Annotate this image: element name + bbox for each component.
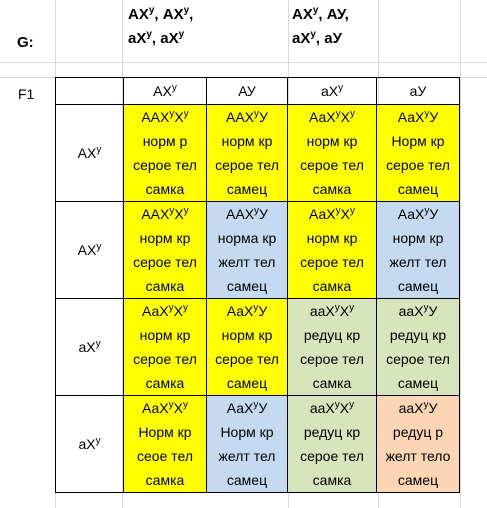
phenotype-text: самка xyxy=(312,472,352,488)
phenotype-text: серое тел xyxy=(386,351,450,367)
offspring-cell[interactable] xyxy=(377,202,460,299)
offspring-cell[interactable] xyxy=(124,396,207,493)
table-row xyxy=(56,105,460,202)
offspring-cell[interactable] xyxy=(207,105,288,202)
phenotype-text: норм кр xyxy=(139,230,191,246)
phenotype-text: норм кр xyxy=(392,230,444,246)
phenotype-text: самец xyxy=(397,278,439,294)
phenotype-text: серое тел xyxy=(300,254,364,270)
col-header-1[interactable]: $АХ^у$ xyxy=(124,78,207,105)
f1-label: F1 xyxy=(18,86,35,102)
phenotype-text: желт тел xyxy=(389,254,447,270)
phenotype-text: самка xyxy=(145,375,185,391)
table-row xyxy=(56,202,460,299)
row-header-1[interactable]: $АХ^у$ xyxy=(56,105,124,202)
genotype-text: $ААХ^уХ^у$ xyxy=(141,205,189,222)
header-row xyxy=(56,78,460,105)
genotype-text: $ААХ^уУ$ xyxy=(226,205,268,222)
phenotype-text: норм кр xyxy=(221,133,273,149)
phenotype-text: редуц кр xyxy=(303,327,361,343)
female-gametes-line2: $аХ^у$, $аХ^у$ xyxy=(128,29,185,47)
phenotype-text: самец xyxy=(226,375,268,391)
genotype-text: $ААХ^уУ$ xyxy=(226,108,268,125)
offspring-cell[interactable] xyxy=(377,105,460,202)
offspring-cell[interactable] xyxy=(207,299,288,396)
col-header-2[interactable]: АУ xyxy=(207,78,288,105)
phenotype-text: серое тел xyxy=(300,157,364,173)
table-row xyxy=(56,299,460,396)
phenotype-text: самка xyxy=(145,472,185,488)
phenotype-text: самец xyxy=(397,375,439,391)
offspring-cell[interactable] xyxy=(288,202,377,299)
phenotype-text: самец xyxy=(397,181,439,197)
phenotype-text: серое тел xyxy=(300,351,364,367)
phenotype-text: самец xyxy=(397,472,439,488)
genotype-text: АаХ$^у$У xyxy=(397,108,439,125)
phenotype-text: серое тел xyxy=(133,254,197,270)
phenotype-text: серое тел xyxy=(386,157,450,173)
genotype-text: $ААХ^уХ^у$ xyxy=(141,108,189,125)
phenotype-text: желт тел xyxy=(218,448,276,464)
table-row xyxy=(56,396,460,493)
phenotype-text: норм р xyxy=(142,133,188,149)
phenotype-text: самка xyxy=(145,181,185,197)
phenotype-text: самец xyxy=(226,181,268,197)
phenotype-text: серое тел xyxy=(215,351,279,367)
phenotype-text: норм кр xyxy=(306,230,358,246)
phenotype-text: редуц кр xyxy=(389,327,447,343)
genotype-text: $ааХ^уХ^у$ xyxy=(309,399,355,416)
phenotype-text: Норм кр xyxy=(138,424,192,440)
offspring-cell[interactable] xyxy=(124,299,207,396)
corner-cell[interactable] xyxy=(56,78,124,105)
phenotype-text: самка xyxy=(312,278,352,294)
offspring-cell[interactable] xyxy=(124,105,207,202)
phenotype-text: норм кр xyxy=(221,327,273,343)
offspring-cell[interactable] xyxy=(288,396,377,493)
phenotype-text: самка xyxy=(312,181,352,197)
phenotype-text: серое тел xyxy=(215,157,279,173)
row-header-2[interactable]: $АХ^у$ xyxy=(56,202,124,299)
g-label: G: xyxy=(17,34,34,51)
phenotype-text: Норм кр xyxy=(220,424,274,440)
genotype-text: $АаХ^уХ^у$ xyxy=(142,399,188,416)
row-header-4[interactable]: $аХ^у$ xyxy=(56,396,124,493)
phenotype-text: сеое тел xyxy=(137,448,193,464)
phenotype-text: серое тел xyxy=(133,351,197,367)
phenotype-text: норма кр xyxy=(217,230,277,246)
genotype-text: АаХ$^у$У xyxy=(226,399,268,416)
phenotype-text: редуц кр xyxy=(303,424,361,440)
phenotype-text: самец xyxy=(226,278,268,294)
genotype-text: $АаХ^уХ^у$ xyxy=(309,108,355,125)
male-gametes-line1: $АХ^у$, АУ, xyxy=(292,5,349,23)
phenotype-text: серое тел xyxy=(300,448,364,464)
genotype-text: ааХ$^у$У xyxy=(398,302,438,319)
offspring-cell[interactable] xyxy=(377,396,460,493)
male-gametes-line2: $аХ^у$, аУ xyxy=(292,29,342,47)
phenotype-text: норм кр xyxy=(139,327,191,343)
phenotype-text: норм кр xyxy=(306,133,358,149)
phenotype-text: самка xyxy=(312,375,352,391)
offspring-cell[interactable] xyxy=(288,105,377,202)
male-gametes xyxy=(292,3,349,51)
genotype-text: АаХ$^у$У xyxy=(397,205,439,222)
genotype-text: $ааХ^уХ^у$ xyxy=(309,302,355,319)
col-header-4[interactable]: аУ xyxy=(377,78,460,105)
phenotype-text: самец xyxy=(226,472,268,488)
row-header-3[interactable]: $аХ^у$ xyxy=(56,299,124,396)
female-gametes-line1: $АХ^у$, $АХ^у$, xyxy=(128,5,194,23)
female-gametes xyxy=(128,3,193,51)
offspring-cell[interactable] xyxy=(207,396,288,493)
genotype-text: АаХ$^у$У xyxy=(226,302,268,319)
phenotype-text: желт тел xyxy=(218,254,276,270)
offspring-cell[interactable] xyxy=(288,299,377,396)
genotype-text: $АаХ^уХ^у$ xyxy=(309,205,355,222)
punnett-square xyxy=(55,77,460,493)
phenotype-text: самка xyxy=(145,278,185,294)
phenotype-text: Норм кр xyxy=(391,133,445,149)
offspring-cell[interactable] xyxy=(207,202,288,299)
col-header-3[interactable]: $аХ^у$ xyxy=(288,78,377,105)
offspring-cell[interactable] xyxy=(377,299,460,396)
genotype-text: ааХ$^у$У xyxy=(398,399,438,416)
phenotype-text: редуц р xyxy=(392,424,444,440)
genotype-text: $АаХ^уХ^у$ xyxy=(142,302,188,319)
phenotype-text: серое тел xyxy=(133,157,197,173)
phenotype-text: желт тело xyxy=(385,448,451,464)
offspring-cell[interactable] xyxy=(124,202,207,299)
